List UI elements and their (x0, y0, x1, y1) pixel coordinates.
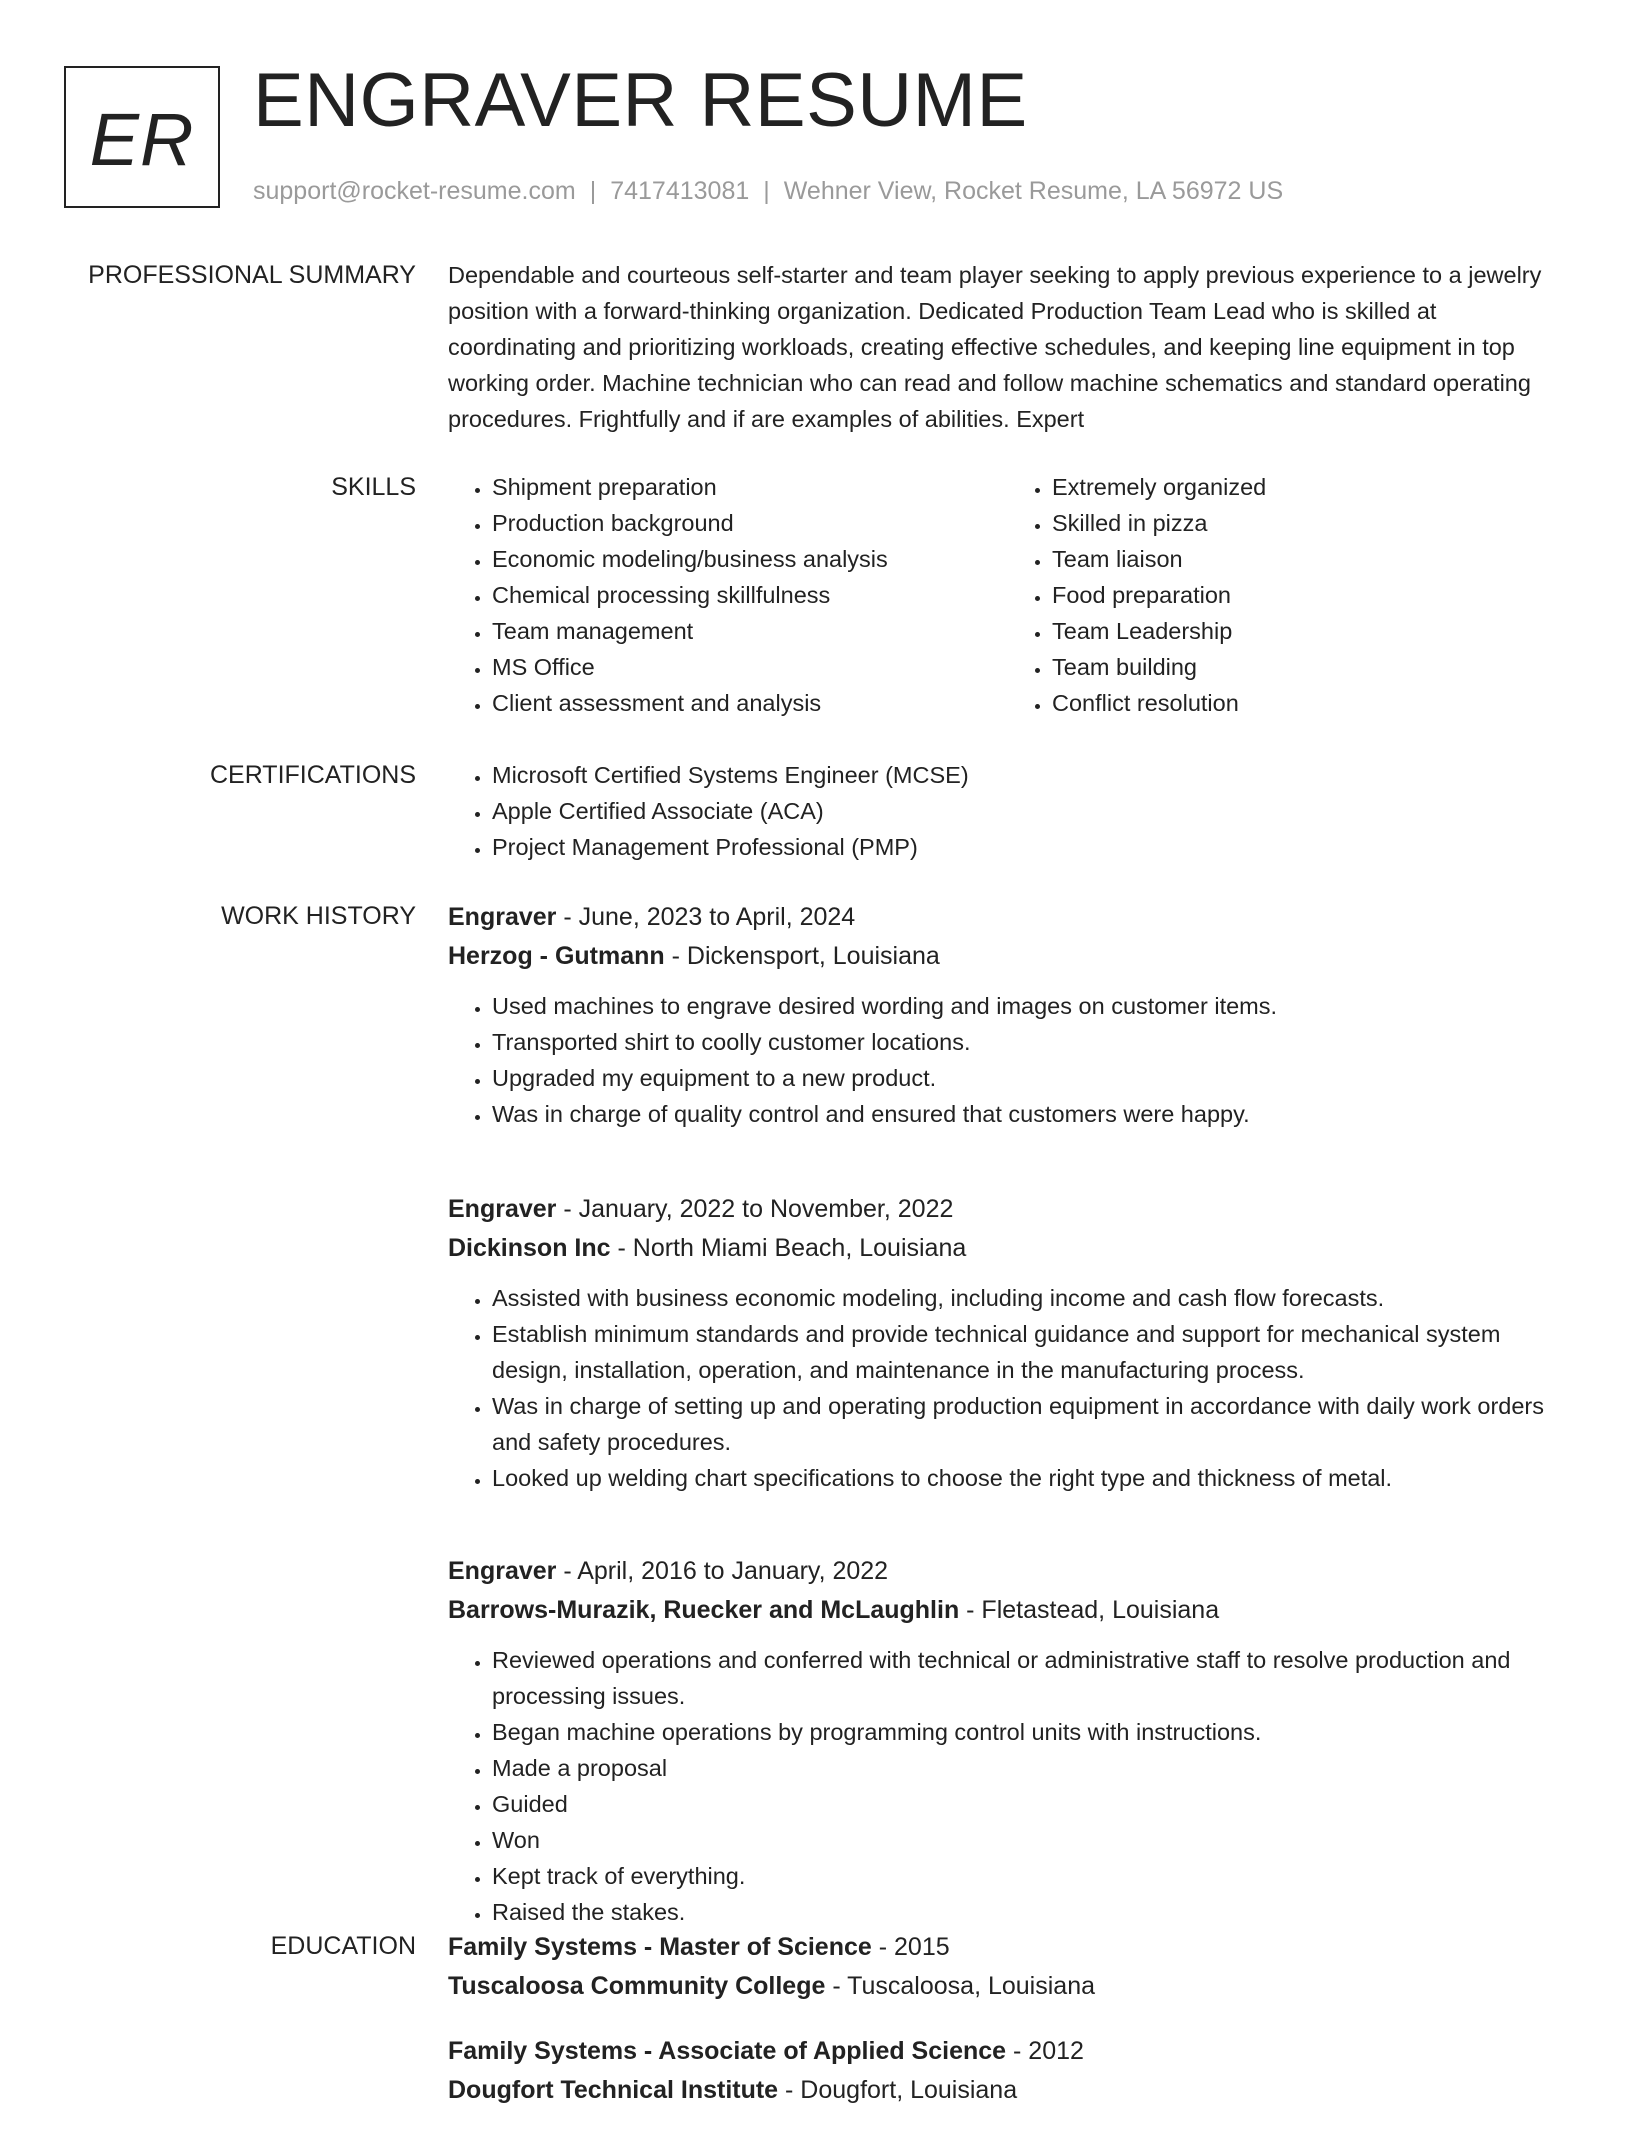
job-title-line (448, 1190, 1568, 1229)
contact-email: support@rocket-resume.com (253, 177, 576, 205)
job-bullet: • Made a proposal (492, 1750, 1568, 1786)
certification-item: • Microsoft Certified Systems Engineer (MCSE) (492, 757, 1568, 793)
job-dates: - January, 2022 to November, 2022 (556, 1195, 954, 1223)
monogram-initials: ER (89, 97, 195, 181)
skill-item: • Chemical processing skillfulness (492, 577, 1008, 613)
skill-item: • Production background (492, 505, 1008, 541)
education-label: EDUCATION (270, 1932, 416, 1960)
skills-label: SKILLS (331, 473, 416, 501)
summary-body (448, 257, 1568, 437)
job-title: Engraver (448, 1195, 557, 1223)
skill-item: • Team Leadership (1052, 613, 1568, 649)
job-bullets (448, 1642, 1568, 1930)
summary-text: Dependable and courteous self-starter and team player seeking to apply previous experience to a jewelry position with a forward-thinking organization. Dedicated Production Team Lead who is skilled at coordinating and prioritizing workloads, creating effective schedules, and keeping line equipment in top working order. Machine technician who can read and follow machine schematics and standard operating procedures. Frightfully and if are examples of abilities. Expert (448, 262, 1542, 432)
contact-address: Wehner View, Rocket Resume, LA 56972 US (783, 177, 1284, 205)
job-company-line (448, 1591, 1568, 1630)
contact-separator: | (589, 177, 597, 205)
resume-title: ENGRAVER RESUME (253, 58, 1028, 143)
certifications-body (448, 757, 1568, 865)
job-company: Barrows-Murazik, Ruecker and McLaughlin (448, 1596, 960, 1624)
monogram-box (64, 66, 220, 208)
job-bullet: • Was in charge of setting up and operating production equipment in accordance with daily work orders and safety procedures. (492, 1388, 1568, 1460)
job-bullet: • Was in charge of quality control and ensured that customers were happy. (492, 1096, 1568, 1132)
education-degree-line (448, 1928, 1568, 1967)
skill-item: • Extremely organized (1052, 469, 1568, 505)
certification-item: • Apple Certified Associate (ACA) (492, 793, 1568, 829)
contact-phone: 7417413081 (610, 177, 750, 205)
job-title-line (448, 1552, 1568, 1591)
job-location: - Fletastead, Louisiana (959, 1596, 1220, 1624)
job-bullets (448, 1280, 1568, 1496)
job-bullet: • Establish minimum standards and provide technical guidance and support for mechanical system design, installation, operation, and maintenance in the manufacturing process. (492, 1316, 1568, 1388)
job-dates: - April, 2016 to January, 2022 (556, 1557, 889, 1585)
education-degree: Family Systems - Associate of Applied Science (448, 2037, 1007, 2065)
certifications-list (448, 757, 1568, 865)
job-entry (448, 898, 1568, 1170)
skill-item: • Team liaison (1052, 541, 1568, 577)
education-school: Dougfort Technical Institute (448, 2076, 779, 2104)
education-location: - Tuscaloosa, Louisiana (825, 1972, 1095, 2000)
education-school-line (448, 2071, 1568, 2110)
job-entry (448, 1552, 1568, 1930)
skills-list-right (1008, 469, 1568, 721)
contact-line (253, 174, 1283, 208)
job-bullet: • Reviewed operations and conferred with technical or administrative staff to resolve production and processing issues. (492, 1642, 1568, 1714)
job-location: - Dickensport, Louisiana (664, 942, 940, 970)
skill-item: • Shipment preparation (492, 469, 1008, 505)
contact-separator: | (763, 177, 770, 205)
education-body (448, 1928, 1568, 2136)
job-title: Engraver (448, 903, 557, 931)
job-title-line (448, 898, 1568, 937)
job-bullet: • Won (492, 1822, 1568, 1858)
job-bullet: • Assisted with business economic modeling, including income and cash flow forecasts. (492, 1280, 1568, 1316)
job-bullet: • Began machine operations by programming control units with instructions. (492, 1714, 1568, 1750)
education-year: - 2015 (871, 1933, 950, 1961)
job-bullet: • Upgraded my equipment to a new product. (492, 1060, 1568, 1096)
job-bullet: • Looked up welding chart specifications to choose the right type and thickness of metal. (492, 1460, 1568, 1496)
education-entry (448, 2032, 1568, 2110)
education-school: Tuscaloosa Community College (448, 1972, 826, 2000)
skill-item: • Skilled in pizza (1052, 505, 1568, 541)
skill-item: • Team management (492, 613, 1008, 649)
job-company: Herzog - Gutmann (448, 942, 665, 970)
job-bullets (448, 988, 1568, 1132)
skill-item: • Economic modeling/business analysis (492, 541, 1008, 577)
skill-item: • Conflict resolution (1052, 685, 1568, 721)
education-degree: Family Systems - Master of Science (448, 1933, 872, 1961)
job-company-line (448, 1229, 1568, 1268)
education-school-line (448, 1967, 1568, 2006)
work-history-body (448, 898, 1568, 1950)
summary-label: PROFESSIONAL SUMMARY (88, 261, 416, 289)
job-bullet: • Kept track of everything. (492, 1858, 1568, 1894)
job-title: Engraver (448, 1557, 557, 1585)
skill-item: • Team building (1052, 649, 1568, 685)
skill-item: • Food preparation (1052, 577, 1568, 613)
skill-item: • MS Office (492, 649, 1008, 685)
skills-columns (448, 469, 1568, 721)
skill-item: • Client assessment and analysis (492, 685, 1008, 721)
skills-list-left (448, 469, 1008, 721)
education-degree-line (448, 2032, 1568, 2071)
certification-item: • Project Management Professional (PMP) (492, 829, 1568, 865)
job-bullet: • Transported shirt to coolly customer locations. (492, 1024, 1568, 1060)
education-location: - Dougfort, Louisiana (778, 2076, 1018, 2104)
job-dates: - June, 2023 to April, 2024 (556, 903, 856, 931)
work-history-label: WORK HISTORY (221, 902, 416, 930)
job-entry (448, 1190, 1568, 1532)
job-company: Dickinson Inc (448, 1234, 611, 1262)
job-bullet: • Guided (492, 1786, 1568, 1822)
job-company-line (448, 937, 1568, 976)
job-bullet: • Used machines to engrave desired wording and images on customer items. (492, 988, 1568, 1024)
education-year: - 2012 (1006, 2037, 1084, 2065)
education-entry (448, 1928, 1568, 2006)
job-bullet: • Raised the stakes. (492, 1894, 1568, 1930)
job-location: - North Miami Beach, Louisiana (610, 1234, 967, 1262)
certifications-label: CERTIFICATIONS (209, 761, 416, 789)
